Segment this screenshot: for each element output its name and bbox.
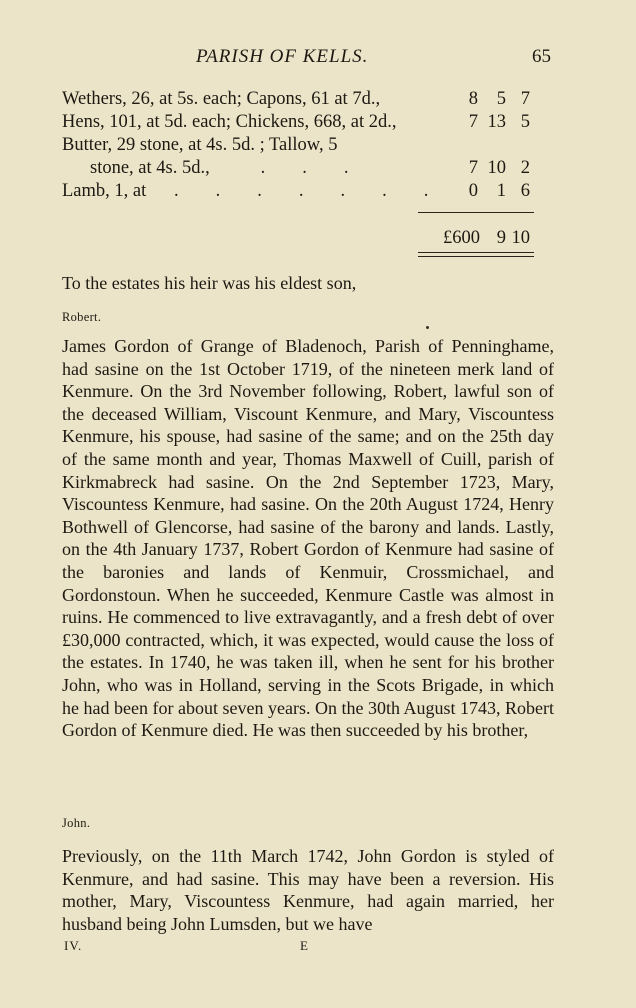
sum-rule [418,212,534,213]
paragraph-heir: To the estates his heir was his eldest son, [62,273,357,293]
account-item: stone, at 4s. 5d., . . . [90,158,349,178]
running-header [0,46,636,70]
pounds-value: 8 [468,89,478,109]
total-pence: 10 [511,228,530,248]
account-row [62,111,542,134]
account-item: Wethers, 26, at 5s. each; Capons, 61 at 7d., [62,89,381,109]
page-footer [0,938,636,958]
total-shillings: 9 [496,228,506,248]
shillings-value: 13 [487,112,506,132]
pence-value: 2 [520,158,530,178]
shillings-value: 1 [496,181,506,201]
account-row [62,88,542,111]
print-speck [426,326,429,329]
total-double-rule [418,252,534,257]
signature-mark: IV. [64,938,83,953]
account-item: Lamb, 1, at . . . . . . . [62,181,429,201]
account-row [62,157,542,180]
account-item: Hens, 101, at 5d. each; Chickens, 668, at 2d., [62,112,397,132]
total-pounds: £600 [443,228,480,248]
shillings-value: 5 [496,89,506,109]
pounds-value: 0 [468,181,478,201]
pence-value: 6 [520,181,530,201]
account-row [62,134,542,157]
pence-value: 7 [520,89,530,109]
paragraph-robert: James Gordon of Grange of Bladenoch, Parish of Penninghame, had sasine on the 1st October 1719, of the nineteen merk land of Kenmure. On the 3rd November following, Robert, lawful son of the deceased William, Viscount Kenmure, and Mary, Viscountess Kenmure, his spouse, had sasine of the same; and on the 25th day of the same month and year, Thomas Maxwell of Cuill, parish of Kirkmabreck had sasine. On the 2nd September 1723, Mary, Viscountess Kenmure, had sasine. On the 20th August 1724, Henry Bothwell of Glencorse, had sasine of the barony and lands. Lastly, on the 4th January 1737, Robert Gordon of Kenmure had sasine of the baronies and lands of Kenmuir, Crossmichael, and Gordonstoun. When he succeeded, Kenmure Castle was almost in ruins. He commenced to live extravagantly, and a fresh debt of over £30,000 contracted, which, it was expected, would cause the loss of the estates. In 1740, he was taken ill, when he sent for his brother John, who was in Holland, serving in the Scots Brigade, in which he had been for about seven years. On the 30th August 1743, Robert Gordon of Kenmure died. He was then succeeded by his brother, [62,336,554,741]
paragraph-john: Previously, on the 11th March 1742, John Gordon is styled of Kenmure, and had sasine. This may have been a reversion. His mother, Mary, Viscountess Kenmure, had again married, her husband being John Lumsden, but we have [62,846,554,934]
shillings-value: 10 [487,158,506,178]
side-heading-john: John. [62,816,91,830]
page-title: PARISH OF KELLS. [196,46,369,67]
account-item: Butter, 29 stone, at 4s. 5d. ; Tallow, 5 [62,135,338,155]
page-number: 65 [532,46,551,67]
side-heading-robert: Robert. [62,310,102,324]
pence-value: 5 [520,112,530,132]
account-row [62,180,542,203]
pounds-value: 7 [468,158,478,178]
account-total-row [62,226,542,250]
pounds-value: 7 [468,112,478,132]
gathering-letter: E [300,938,308,953]
